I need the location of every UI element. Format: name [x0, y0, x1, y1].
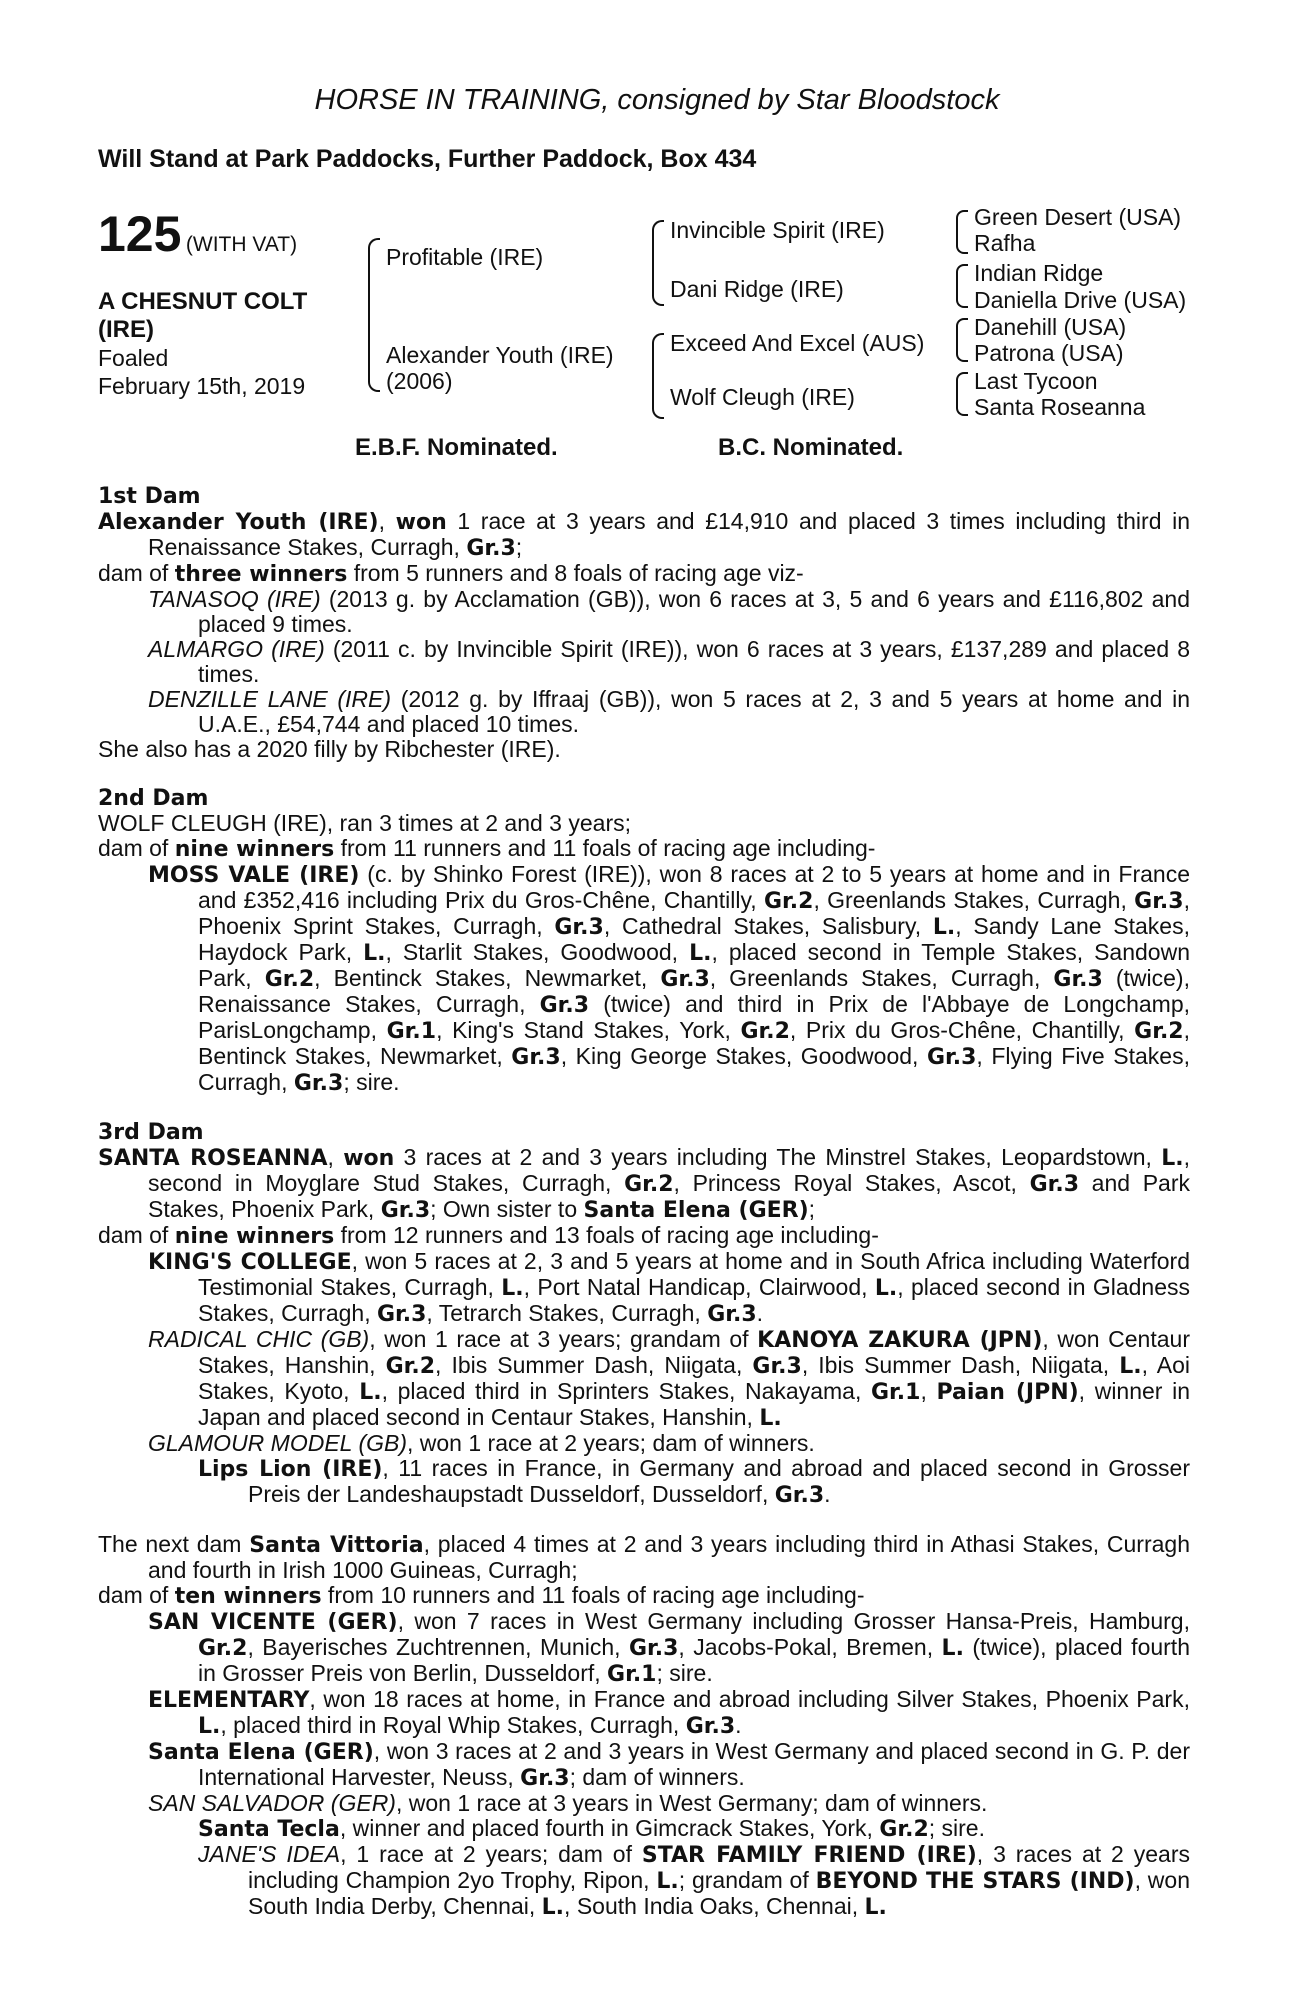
- pedigree-paragraph: MOSS VALE (IRE) (c. by Shinko Forest (IRE)), won 8 races at 2 to 5 years at home and in France and £352,416 including Prix du Gros-Chêne, Chantilly, Gr.2, Greenlands Stakes, Curragh, Gr.3, Phoenix Sprint Stakes, Curragh, Gr.3, Cathedral Stakes, Salisbury, L., Sandy Lane Stakes, Haydock Park, L., Starlit Stakes, Goodwood, L., placed second in Temple Stakes, Sandown Park, Gr.2, Bentinck Stakes, Newmarket, Gr.3, Greenlands Stakes, Curragh, Gr.3 (twice), Renaissance Stakes, Curragh, Gr.3 (twice) and third in Prix de l'Abbaye de Longchamp, ParisLongchamp, Gr.1, King's Stand Stakes, York, Gr.2, Prix du Gros-Chêne, Chantilly, Gr.2, Bentinck Stakes, Newmarket, Gr.3, King George Stakes, Goodwood, Gr.3, Flying Five Stakes, Curragh, Gr.3; sire.: [148, 861, 1191, 1096]
- pedigree-dam-year: (2006): [386, 368, 453, 394]
- pedigree-paragraph: Santa Elena (GER), won 3 races at 2 and 3 years in West Germany and placed second in G. P. der International Harvester, Neuss, Gr.3; dam of winners.: [148, 1738, 1190, 1791]
- pedigree-paragraph: SAN VICENTE (GER), won 7 races in West Germany including Grosser Hansa-Preis, Hamburg, Gr.2, Bayerisches Zuchtrennen, Munich, Gr.3, Jacobs-Pokal, Bremen, L. (twice), placed fourth in Grosser Preis von Berlin, Dusseldorf, Gr.1; sire.: [148, 1608, 1190, 1687]
- pedigree-paragraph: Lips Lion (IRE), 11 races in France, in Germany and abroad and placed second in Grosser Preis der Landeshaupstadt Dusseldorf, Dusseldorf, Gr.3.: [198, 1455, 1190, 1508]
- pedigree-sire-dam: Dani Ridge (IRE): [670, 276, 844, 302]
- second-dam-section: [98, 786, 1190, 1096]
- pedigree-sdd: Daniella Drive (USA): [974, 287, 1187, 313]
- pedigree-paragraph: She also has a 2020 filly by Ribchester (IRE).: [98, 736, 561, 762]
- ebf-nominated: E.B.F. Nominated.: [355, 434, 558, 461]
- pedigree-sire: Profitable (IRE): [386, 244, 544, 270]
- third-dam-text: [98, 1145, 1190, 1508]
- pedigree-paragraph: Santa Tecla, winner and placed fourth in Gimcrack Stakes, York, Gr.2; sire.: [198, 1815, 985, 1842]
- pedigree-paragraph: GLAMOUR MODEL (GB), won 1 race at 2 years; dam of winners.: [148, 1430, 815, 1456]
- stand-location: Will Stand at Park Paddocks, Further Paddock, Box 434: [98, 145, 757, 173]
- third-dam-section: [98, 1120, 1190, 1508]
- pedigree-paragraph: RADICAL CHIC (GB), won 1 race at 3 years; grandam of KANOYA ZAKURA (JPN), won Centaur Stakes, Hanshin, Gr.2, Ibis Summer Dash, Niigata, Gr.3, Ibis Summer Dash, Niigata, L., Aoi Stakes, Kyoto, L., placed third in Sprinters Stakes, Nakayama, Gr.1, Paian (JPN), winner in Japan and placed second in Centaur Stakes, Hanshin, L.: [148, 1326, 1191, 1431]
- pedigree-paragraph: ALMARGO (IRE) (2011 c. by Invincible Spirit (IRE)), won 6 races at 3 years, £137,289 and placed 8 times.: [148, 636, 1190, 687]
- pedigree-dds: Last Tycoon: [974, 368, 1098, 394]
- colt-origin: (IRE): [98, 316, 154, 343]
- pedigree-brace-sire: [652, 220, 664, 306]
- pedigree-dss: Danehill (USA): [974, 314, 1127, 340]
- first-dam-section: [98, 484, 1190, 762]
- pedigree-ddd: Santa Roseanna: [974, 394, 1146, 420]
- lot-heading: [98, 205, 297, 263]
- first-dam-text: [98, 509, 1190, 762]
- catalogue-header: HORSE IN TRAINING, consigned by Star Bloodstock: [314, 84, 1000, 116]
- pedigree-paragraph: SAN SALVADOR (GER), won 1 race at 3 years in West Germany; dam of winners.: [148, 1790, 988, 1816]
- pedigree-paragraph: dam of nine winners from 12 runners and 13 foals of racing age including-: [98, 1222, 879, 1249]
- pedigree-brace-ds: [956, 318, 968, 362]
- vat-note: (WITH VAT): [185, 233, 298, 256]
- pedigree-paragraph: Alexander Youth (IRE), won 1 race at 3 years and £14,910 and placed 3 times including third in Renaissance Stakes, Curragh, Gr.3;: [98, 508, 1191, 561]
- pedigree-paragraph: WOLF CLEUGH (IRE), ran 3 times at 2 and 3 years;: [98, 810, 631, 836]
- pedigree-dam-dam: Wolf Cleugh (IRE): [670, 384, 855, 410]
- lot-number: 125: [98, 206, 182, 262]
- pedigree-brace-dd: [956, 372, 968, 416]
- pedigree-brace-sd: [956, 264, 968, 308]
- pedigree-dsd: Patrona (USA): [974, 340, 1124, 366]
- catalogue-body: [98, 484, 1190, 1920]
- colt-description: A CHESNUT COLT: [98, 288, 308, 315]
- pedigree-dam-sire: Exceed And Excel (AUS): [670, 330, 925, 356]
- second-dam-text: [98, 811, 1190, 1096]
- second-dam-heading: 2nd Dam: [98, 786, 209, 811]
- pedigree-paragraph: SANTA ROSEANNA, won 3 races at 2 and 3 years including The Minstrel Stakes, Leopardstown, L., second in Moyglare Stud Stakes, Curragh, Gr.2, Princess Royal Stakes, Ascot, Gr.3 and Park Stakes, Phoenix Park, Gr.3; Own sister to Santa Elena (GER);: [98, 1144, 1190, 1223]
- pedigree-ssd: Rafha: [974, 230, 1036, 256]
- first-dam-heading: 1st Dam: [98, 484, 201, 509]
- pedigree-paragraph: dam of ten winners from 10 runners and 11 foals of racing age including-: [98, 1582, 865, 1609]
- pedigree-paragraph: KING'S COLLEGE, won 5 races at 2, 3 and 5 years at home and in South Africa including Waterford Testimonial Stakes, Curragh, L., Port Natal Handicap, Clairwood, L., placed second in Gladness Stakes, Curragh, Gr.3, Tetrarch Stakes, Curragh, Gr.3.: [148, 1248, 1191, 1327]
- bc-nominated: B.C. Nominated.: [718, 434, 904, 461]
- third-dam-heading: 3rd Dam: [98, 1120, 204, 1145]
- foaled-label: Foaled: [98, 345, 169, 371]
- lot-description: [98, 288, 307, 400]
- pedigree-paragraph: TANASOQ (IRE) (2013 g. by Acclamation (GB)), won 6 races at 3, 5 and 6 years and £116,802 and placed 9 times.: [148, 586, 1190, 637]
- pedigree-brace-ss: [956, 210, 968, 254]
- pedigree-paragraph: dam of nine winners from 11 runners and 11 foals of racing age including-: [98, 835, 876, 862]
- pedigree-dam: Alexander Youth (IRE): [386, 342, 614, 368]
- pedigree-sire-sire: Invincible Spirit (IRE): [670, 217, 885, 243]
- pedigree-paragraph: The next dam Santa Vittoria, placed 4 times at 2 and 3 years including third in Athasi Stakes, Curragh and fourth in Irish 1000 Guineas, Curragh;: [98, 1531, 1190, 1583]
- pedigree-paragraph: JANE'S IDEA, 1 race at 2 years; dam of STAR FAMILY FRIEND (IRE), 3 races at 2 years including Champion 2yo Trophy, Ripon, L.; grandam of BEYOND THE STARS (IND), won South India Derby, Chennai, L., South India Oaks, Chennai, L.: [198, 1841, 1190, 1920]
- pedigree-sss: Green Desert (USA): [974, 204, 1182, 230]
- pedigree-paragraph: DENZILLE LANE (IRE) (2012 g. by Iffraaj (GB)), won 5 races at 2, 3 and 5 years at home and in U.A.E., £54,744 and placed 10 times.: [148, 686, 1190, 737]
- pedigree-brace-main: [368, 238, 380, 392]
- pedigree-paragraph: ELEMENTARY, won 18 races at home, in France and abroad including Silver Stakes, Phoenix Park, L., placed third in Royal Whip Stakes, Curragh, Gr.3.: [148, 1686, 1190, 1739]
- pedigree-brace-dam: [652, 333, 664, 419]
- foaled-date: February 15th, 2019: [98, 373, 306, 399]
- next-dam-section: [98, 1532, 1190, 1920]
- pedigree-sds: Indian Ridge: [974, 260, 1104, 286]
- pedigree-paragraph: dam of three winners from 5 runners and 8 foals of racing age viz-: [98, 560, 804, 587]
- next-dam-text: [98, 1532, 1190, 1920]
